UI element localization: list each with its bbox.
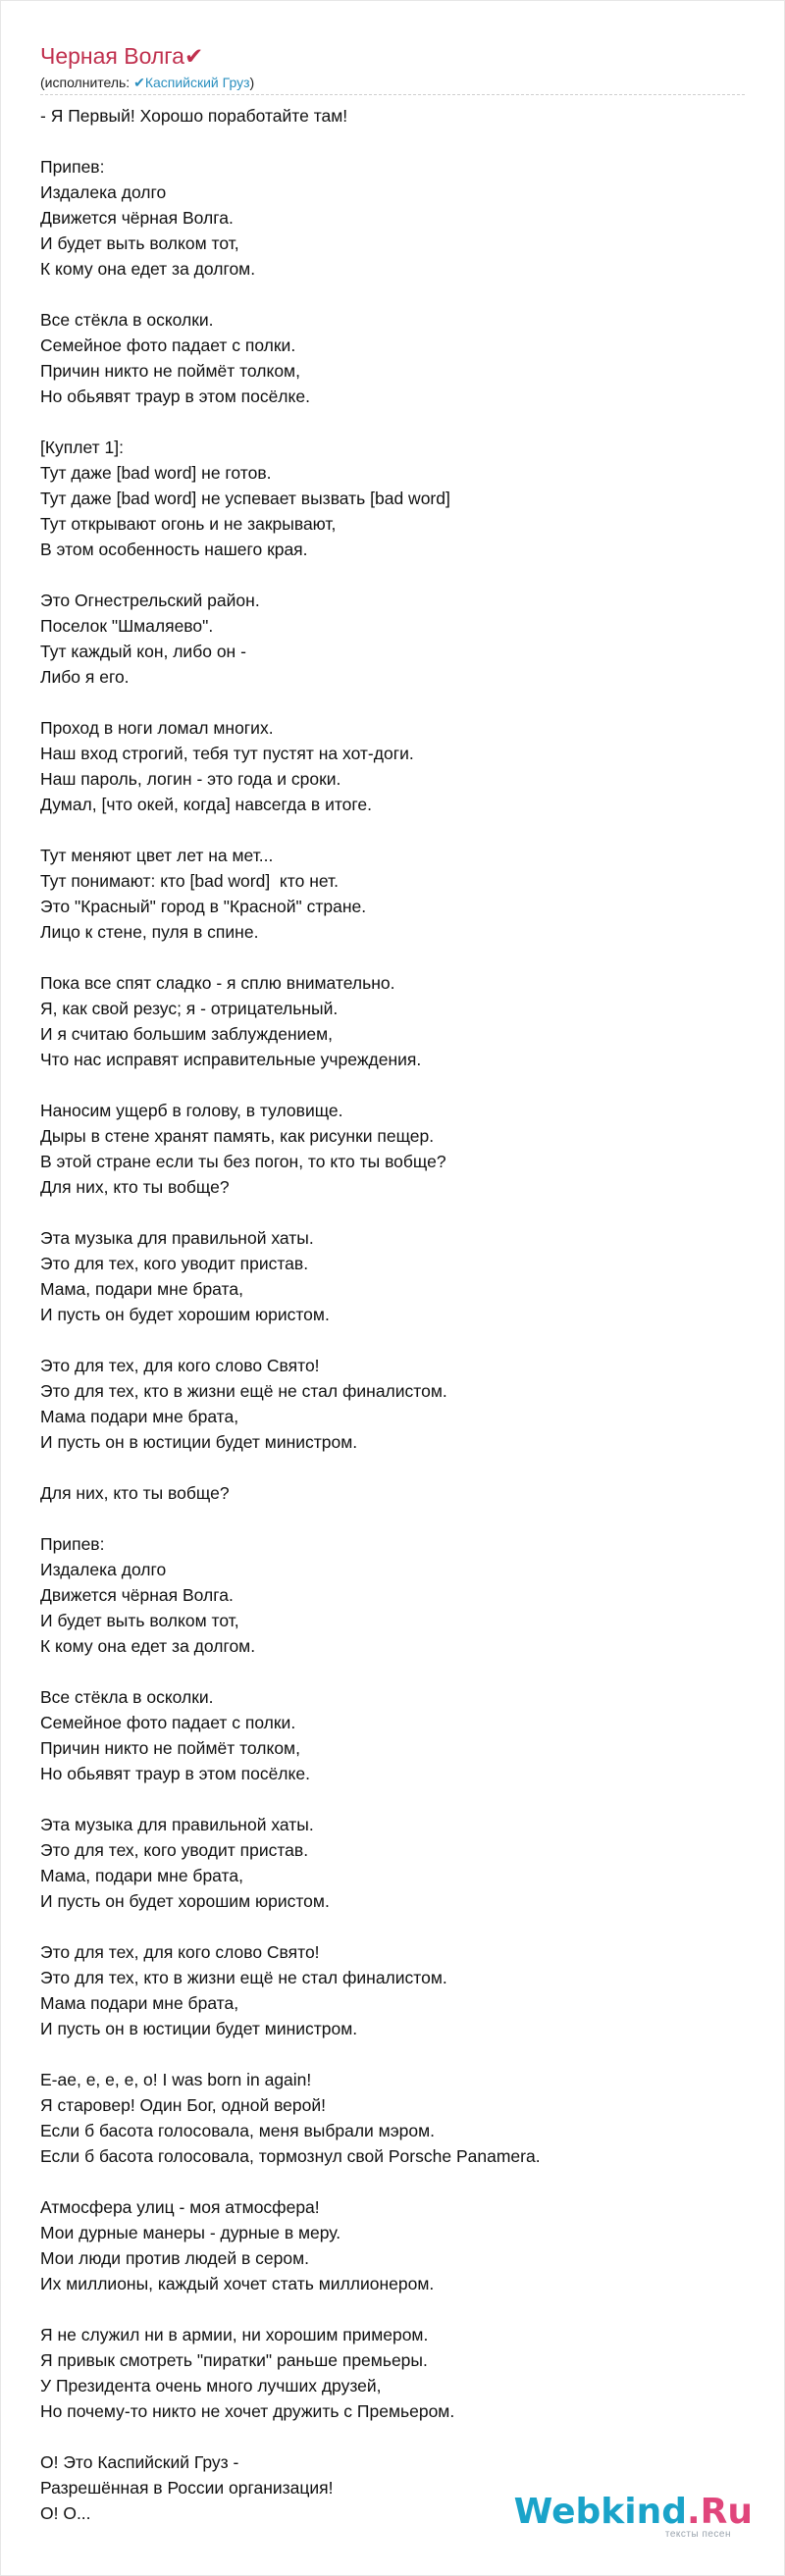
lyric-line bbox=[40, 282, 747, 307]
lyric-line: Пока все спят сладко - я сплю внимательно. bbox=[40, 973, 395, 993]
lyric-line bbox=[40, 2424, 747, 2449]
lyric-line bbox=[40, 1786, 747, 1812]
lyric-line: Если б басота голосовала, тормознул свой Porsche Panamera. bbox=[40, 2146, 541, 2166]
lyric-line bbox=[40, 409, 747, 435]
lyric-line bbox=[40, 562, 747, 588]
lyric-line: Припев: bbox=[40, 157, 105, 177]
lyric-line bbox=[40, 1506, 747, 1531]
site-logo[interactable] bbox=[514, 2494, 753, 2540]
lyric-line: [Куплет 1]: bbox=[40, 438, 124, 457]
lyric-line: Если б басота голосовала, меня выбрали мэром. bbox=[40, 2121, 435, 2140]
lyric-line: Издалека долго bbox=[40, 182, 167, 202]
performer-suffix: ) bbox=[249, 75, 255, 90]
lyric-line: Семейное фото падает с полки. bbox=[40, 1713, 296, 1732]
lyric-line: Тут даже [bad word] не готов. bbox=[40, 463, 272, 483]
performer-link[interactable] bbox=[133, 75, 249, 90]
check-icon: ✔ bbox=[133, 75, 145, 90]
lyric-line bbox=[40, 1200, 747, 1225]
lyric-line bbox=[40, 690, 747, 715]
lyric-line: Причин никто не поймёт толком, bbox=[40, 1738, 300, 1758]
lyric-line: К кому она едет за долгом. bbox=[40, 259, 256, 279]
lyric-line: В этой стране если ты без погон, то кто ты вобще? bbox=[40, 1152, 446, 1171]
song-header bbox=[40, 42, 745, 91]
lyric-line bbox=[40, 945, 747, 970]
lyric-line: О! О... bbox=[40, 2503, 91, 2523]
lyric-line: Эта музыка для правильной хаты. bbox=[40, 1815, 314, 1834]
lyric-line: Все стёкла в осколки. bbox=[40, 1687, 214, 1707]
lyric-line: Эта музыка для правильной хаты. bbox=[40, 1228, 314, 1248]
lyric-line: Мои дурные манеры - дурные в меру. bbox=[40, 2223, 341, 2242]
lyric-line: Это для тех, для кого слово Свято! bbox=[40, 1356, 320, 1375]
lyric-line bbox=[40, 2169, 747, 2194]
lyric-line: Тут меняют цвет лет на мет... bbox=[40, 846, 274, 865]
lyric-line: И пусть он будет хорошим юристом. bbox=[40, 1891, 330, 1911]
lyric-line: Атмосфера улиц - моя атмосфера! bbox=[40, 2197, 320, 2217]
check-icon: ✔ bbox=[183, 43, 204, 69]
performer-name: Каспийский Груз bbox=[144, 75, 250, 90]
lyric-line: Лицо к стене, пуля в спине. bbox=[40, 922, 259, 942]
lyric-line: Проход в ноги ломал многих. bbox=[40, 718, 274, 738]
logo-main: Webkind bbox=[513, 2492, 687, 2532]
lyric-line bbox=[40, 1659, 747, 1684]
lyric-line: Мои люди против людей в сером. bbox=[40, 2248, 309, 2268]
lyric-line: Разрешённая в России организация! bbox=[40, 2478, 334, 2498]
lyric-line: Движется чёрная Волга. bbox=[40, 208, 234, 228]
lyric-line: Мама, подари мне брата, bbox=[40, 1866, 243, 1885]
lyric-line bbox=[40, 1455, 747, 1480]
lyric-line: Для них, кто ты вобще? bbox=[40, 1483, 230, 1503]
lyric-line: Издалека долго bbox=[40, 1560, 167, 1579]
lyric-line: Для них, кто ты вобще? bbox=[40, 1177, 230, 1197]
lyric-line: У Президента очень много лучших друзей, bbox=[40, 2376, 382, 2396]
lyric-line: Семейное фото падает с полки. bbox=[40, 335, 296, 355]
lyric-line: Припев: bbox=[40, 1534, 105, 1554]
lyric-line: Тут каждый кон, либо он - bbox=[40, 642, 246, 661]
lyric-line: Но почему-то никто не хочет дружить с Премьером. bbox=[40, 2401, 455, 2421]
lyric-line bbox=[40, 1072, 747, 1098]
lyric-line: Дыры в стене хранят память, как рисунки пещер. bbox=[40, 1126, 435, 1146]
lyric-line: Движется чёрная Волга. bbox=[40, 1585, 234, 1605]
song-title-text: Черная Волга bbox=[40, 43, 184, 69]
lyric-line: Е-ае, е, е, е, о! I was born in again! bbox=[40, 2070, 312, 2089]
logo-text bbox=[514, 2494, 753, 2531]
lyric-line: Все стёкла в осколки. bbox=[40, 310, 214, 330]
lyric-line: Это для тех, кого уводит пристав. bbox=[40, 1254, 309, 1273]
lyric-line: Причин никто не поймёт толком, bbox=[40, 361, 300, 381]
lyrics-body bbox=[40, 103, 747, 2526]
lyric-line bbox=[40, 1327, 747, 1353]
lyric-line: О! Это Каспийский Груз - bbox=[40, 2452, 239, 2472]
lyric-line: Наносим ущерб в голову, в туловище. bbox=[40, 1101, 343, 1120]
lyric-line: В этом особенность нашего края. bbox=[40, 540, 308, 559]
lyric-line: Их миллионы, каждый хочет стать миллионером. bbox=[40, 2274, 435, 2293]
lyric-line: Либо я его. bbox=[40, 667, 130, 687]
lyric-line: Это для тех, кто в жизни ещё не стал финалистом. bbox=[40, 1381, 447, 1401]
logo-slogan: тексты песен bbox=[664, 2529, 731, 2540]
lyric-line: Это Огнестрельский район. bbox=[40, 591, 260, 610]
lyric-line: Это "Красный" город в "Красной" стране. bbox=[40, 897, 367, 916]
performer-line bbox=[40, 74, 745, 91]
performer-prefix: (исполнитель: bbox=[40, 75, 134, 90]
lyric-line: Тут открывают огонь и не закрывают, bbox=[40, 514, 337, 534]
lyric-line: Это для тех, кого уводит пристав. bbox=[40, 1840, 309, 1860]
lyric-line bbox=[40, 2041, 747, 2067]
lyric-line: Я привык смотреть "пиратки" раньше премьеры. bbox=[40, 2350, 428, 2370]
lyric-line: - Я Первый! Хорошо поработайте там! bbox=[40, 106, 348, 126]
lyric-line: Я не служил ни в армии, ни хорошим примером. bbox=[40, 2325, 429, 2344]
lyric-line: Я старовер! Один Бог, одной верой! bbox=[40, 2095, 327, 2115]
logo-tld: .Ru bbox=[686, 2492, 753, 2532]
lyric-line: Тут даже [bad word] не успевает вызвать [bad word] bbox=[40, 489, 450, 508]
lyric-line: И пусть он в юстиции будет министром. bbox=[40, 1432, 358, 1452]
lyric-line: Это для тех, для кого слово Свято! bbox=[40, 1942, 320, 1962]
lyric-line bbox=[40, 817, 747, 843]
lyric-line bbox=[40, 2296, 747, 2322]
lyric-line bbox=[40, 129, 747, 154]
lyric-line: И пусть он будет хорошим юристом. bbox=[40, 1305, 330, 1324]
lyric-line: Мама подари мне брата, bbox=[40, 1993, 239, 2013]
lyric-line: И будет выть волком тот, bbox=[40, 233, 239, 253]
lyric-line: Но обьявят траур в этом посёлке. bbox=[40, 1764, 310, 1783]
lyric-line: Это для тех, кто в жизни ещё не стал финалистом. bbox=[40, 1968, 447, 1987]
lyric-line: Наш пароль, логин - это года и сроки. bbox=[40, 769, 341, 789]
lyric-line: Думал, [что окей, когда] навсегда в итоге. bbox=[40, 795, 373, 814]
lyric-line: И пусть он в юстиции будет министром. bbox=[40, 2019, 358, 2038]
lyric-line: Тут понимают: кто [bad word] кто нет. bbox=[40, 871, 339, 891]
lyric-line: Мама подари мне брата, bbox=[40, 1407, 239, 1426]
lyric-line: И я считаю большим заблуждением, bbox=[40, 1024, 334, 1044]
song-title bbox=[40, 42, 745, 70]
lyric-line bbox=[40, 1914, 747, 1939]
lyric-line: Но обьявят траур в этом посёлке. bbox=[40, 386, 310, 406]
lyric-line: И будет выть волком тот, bbox=[40, 1611, 239, 1630]
lyric-line: К кому она едет за долгом. bbox=[40, 1636, 256, 1656]
lyric-line: Поселок "Шмаляево". bbox=[40, 616, 214, 636]
header-divider bbox=[40, 94, 745, 95]
lyric-line: Мама, подари мне брата, bbox=[40, 1279, 243, 1299]
lyric-line: Я, как свой резус; я - отрицательный. bbox=[40, 999, 339, 1018]
lyric-line: Что нас исправят исправительные учреждения. bbox=[40, 1050, 422, 1069]
lyric-line: Наш вход строгий, тебя тут пустят на хот-доги. bbox=[40, 744, 414, 763]
